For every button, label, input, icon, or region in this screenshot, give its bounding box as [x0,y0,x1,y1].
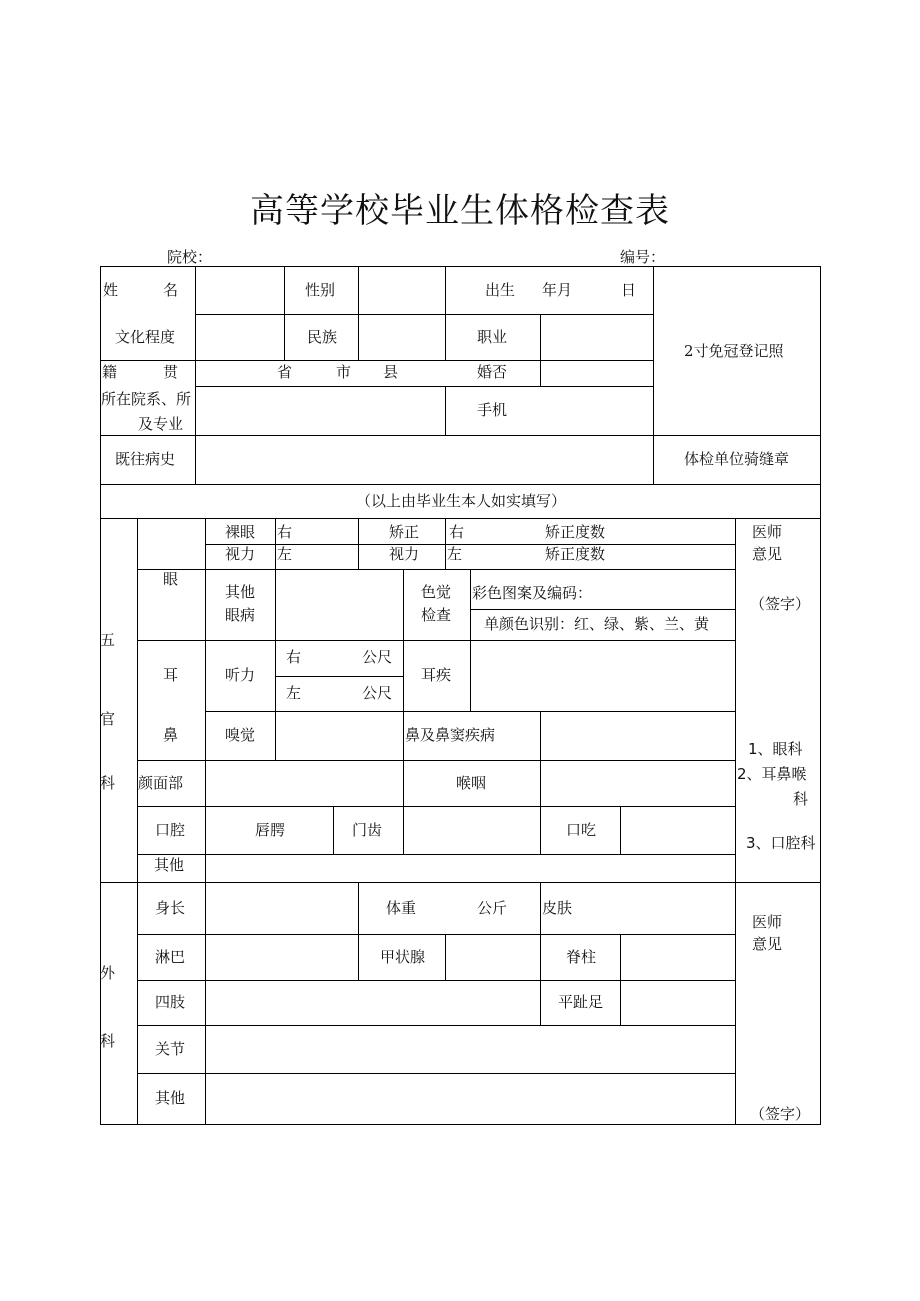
table-rule-horizontal [470,609,736,610]
table-rule-vertical [275,518,276,570]
table-rule-vertical [403,760,404,807]
label-dept-ophthalmology: 1、眼科 [748,740,803,758]
table-rule-horizontal [137,760,736,761]
label-birth: 出生 [485,281,516,299]
label-flatfoot: 平趾足 [558,993,604,1011]
label-nose: 鼻 [163,726,179,744]
table-rule-vertical [820,266,821,1125]
label-other-eye-line2: 眼病 [225,606,256,624]
table-rule-vertical [333,806,334,855]
table-rule-vertical [735,518,736,1125]
table-rule-vertical [445,934,446,981]
label-weight: 体重 [386,899,417,917]
table-rule-vertical [445,386,446,436]
table-rule-vertical [540,882,541,935]
table-rule-horizontal [137,569,736,570]
label-corr-degree-left: 矫正度数 [545,545,606,563]
label-facial-other: 其他 [154,856,185,874]
table-rule-vertical [275,640,276,712]
label-smell: 嗅觉 [225,726,256,744]
table-rule-vertical [358,882,359,981]
label-name-second: 名 [163,281,179,299]
label-department-line1: 所在院系、所 [101,390,192,408]
table-rule-horizontal [100,360,654,361]
label-mouth: 口腔 [155,821,186,839]
table-rule-vertical [284,266,285,361]
school-label: 院校： [167,248,213,266]
label-dept-dental: 3、口腔科 [746,834,816,852]
table-rule-vertical [540,934,541,981]
label-marital: 婚否 [477,363,508,381]
table-rule-vertical [205,882,206,1125]
table-rule-vertical [403,806,404,855]
label-corrected-left: 左 [447,545,463,563]
table-rule-horizontal [137,980,736,981]
table-rule-vertical [540,711,541,761]
table-rule-vertical [540,980,541,1026]
table-rule-vertical [358,518,359,570]
table-rule-vertical [205,760,206,855]
table-rule-vertical [653,266,654,485]
label-dept-ent: 2、耳鼻喉 [737,765,807,783]
label-thyroid: 甲状腺 [380,948,426,966]
section-surgery-char-2: 科 [100,1032,116,1050]
table-rule-horizontal [195,314,654,315]
label-hearing-left: 左 [286,684,302,702]
label-city: 市 [336,363,352,381]
table-rule-vertical [137,518,138,1125]
table-rule-horizontal [100,484,821,485]
section-surgery-char-1: 外 [100,964,116,982]
table-rule-vertical [358,266,359,361]
label-spine: 脊柱 [566,948,597,966]
label-name-first: 姓 [103,281,119,299]
table-rule-horizontal [137,1073,736,1074]
label-corrected-line1: 矫正 [389,523,420,541]
label-eye-right: 右 [277,523,293,541]
label-surgery-doctor-line2: 意见 [752,935,783,953]
label-face: 颜面部 [138,774,184,792]
table-rule-horizontal [100,266,821,267]
table-rule-vertical [195,314,196,361]
label-education: 文化程度 [115,328,176,346]
label-doctor-line2: 意见 [752,545,783,563]
label-stutter: 口吃 [566,821,597,839]
table-rule-vertical [470,569,471,641]
number-label: 编号： [620,248,666,266]
label-ear: 耳 [163,666,179,684]
label-seal: 体检单位骑缝章 [684,450,790,468]
label-corrected-line2: 视力 [389,545,420,563]
label-color-line2: 检查 [421,606,452,624]
label-naked-line1: 裸眼 [225,523,256,541]
table-rule-vertical [275,569,276,641]
label-color-chart: 彩色图案及编码： [472,584,593,602]
table-rule-vertical [445,266,446,361]
label-province: 省 [277,363,293,381]
label-medical-history: 既往病史 [115,450,176,468]
table-rule-vertical [205,518,206,761]
label-year-month: 年月 [542,281,573,299]
label-photo: 2寸免冠登记照 [684,342,784,360]
label-lymph: 淋巴 [155,948,186,966]
label-day: 日 [621,281,637,299]
table-rule-horizontal [137,1025,736,1026]
section-facial-char-2: 官 [100,710,116,728]
label-department-line2: 及专业 [138,415,184,433]
table-rule-vertical [620,934,621,1026]
label-gender: 性别 [305,281,336,299]
table-rule-vertical [445,518,446,570]
table-rule-vertical [205,854,206,883]
table-rule-horizontal [275,676,404,677]
table-rule-vertical [403,640,404,712]
table-rule-vertical [540,314,541,387]
label-ethnicity: 民族 [307,328,338,346]
table-rule-vertical [620,806,621,855]
label-surgery-other: 其他 [155,1089,186,1107]
label-occupation: 职业 [477,328,508,346]
label-surgery-doctor-line1: 医师 [752,913,783,931]
label-mono-color: 单颜色识别：红、绿、紫、兰、黄 [484,615,710,633]
table-rule-vertical [403,711,404,761]
label-kg: 公斤 [477,899,508,917]
label-phone: 手机 [477,401,508,419]
label-eye-left: 左 [277,545,293,563]
label-naked-line2: 视力 [225,545,256,563]
section-facial-char-3: 科 [100,774,116,792]
table-rule-vertical [470,640,471,712]
table-rule-vertical [275,711,276,761]
label-corr-degree-right: 矫正度数 [545,523,606,541]
label-origin-second: 贯 [163,363,179,381]
table-rule-horizontal [137,934,736,935]
label-hearing-right: 右 [286,648,302,666]
table-rule-horizontal [137,640,736,641]
label-doctor-line1: 医师 [752,523,783,541]
label-surgery-sign: （签字） [750,1105,811,1123]
table-rule-vertical [540,760,541,807]
note-self-fill: （以上由毕业生本人如实填写） [356,492,567,510]
table-rule-horizontal [100,435,821,436]
table-rule-horizontal [100,518,821,519]
label-facial-sign: （签字） [750,595,811,613]
label-other-eye-line1: 其他 [225,583,256,601]
label-hearing: 听力 [225,666,256,684]
table-rule-vertical [540,806,541,855]
label-sinus: 鼻及鼻窦疾病 [405,726,496,744]
label-origin-first: 籍 [102,363,118,381]
label-joints: 关节 [155,1040,186,1058]
label-eye: 眼 [163,570,179,588]
label-lip: 唇腭 [255,821,286,839]
label-skin: 皮肤 [542,899,573,917]
table-rule-vertical [195,266,196,315]
label-meter-left: 公尺 [362,684,393,702]
table-rule-vertical [195,360,196,485]
label-county: 县 [383,363,399,381]
label-meter-right: 公尺 [362,648,393,666]
table-rule-horizontal [137,806,736,807]
table-rule-horizontal [100,1124,821,1125]
label-limbs: 四肢 [155,993,186,1011]
label-height: 身长 [155,899,186,917]
table-rule-horizontal [137,854,736,855]
section-facial-char-1: 五 [100,631,116,649]
label-dept-ent-suffix: 科 [793,790,809,808]
table-rule-vertical [403,569,404,641]
label-teeth: 门齿 [352,821,383,839]
table-rule-horizontal [100,882,821,883]
label-ear-disease: 耳疾 [421,666,452,684]
label-throat: 喉咽 [456,774,487,792]
label-color-line1: 色觉 [421,583,452,601]
table-rule-horizontal [195,386,654,387]
form-title: 高等学校毕业生体格检查表 [250,191,670,231]
label-corrected-right: 右 [449,523,465,541]
